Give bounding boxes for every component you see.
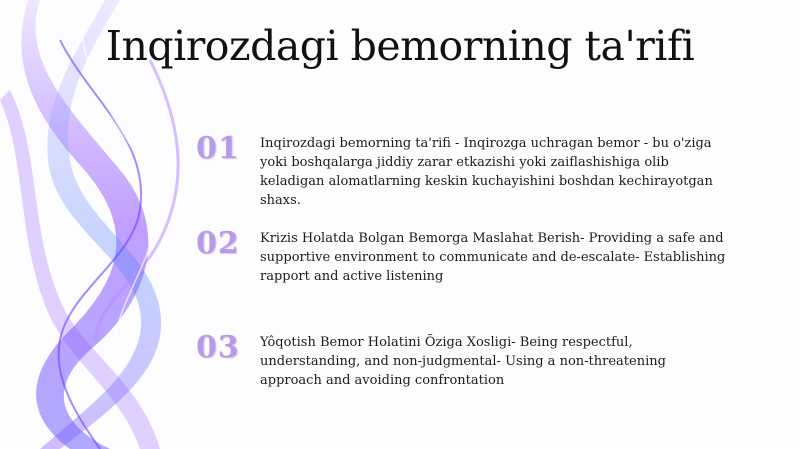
item-text: Yôqotish Bemor Holatini Õziga Xosligi- Being respectful, understanding, and non-judgmental- Using a non-threatening approach and avoiding confrontation — [260, 335, 666, 388]
list-item — [196, 131, 776, 211]
item-text: Krizis Holatda Bolgan Bemorga Maslahat Berish- Providing a safe and supportive environment to communicate and de-escalate- Establishing rapport and active listening — [260, 231, 726, 284]
item-text: Inqirozdagi bemorning ta'rifi - Inqirozga uchragan bemor - bu o'ziga yoki boshqalarga jiddiy zarar etkazishi yoki zaiflashishiga olib keladigan alomatlarning keskin kuchayishini boshdan kechirayotgan shaxs. — [260, 136, 713, 208]
list-item — [196, 226, 776, 306]
list-item — [196, 330, 776, 410]
item-number: 02 — [196, 226, 240, 261]
item-number: 03 — [196, 330, 240, 365]
item-number: 01 — [196, 131, 240, 166]
slide-title: Inqirozdagi bemorning ta'rifi — [105, 22, 695, 70]
